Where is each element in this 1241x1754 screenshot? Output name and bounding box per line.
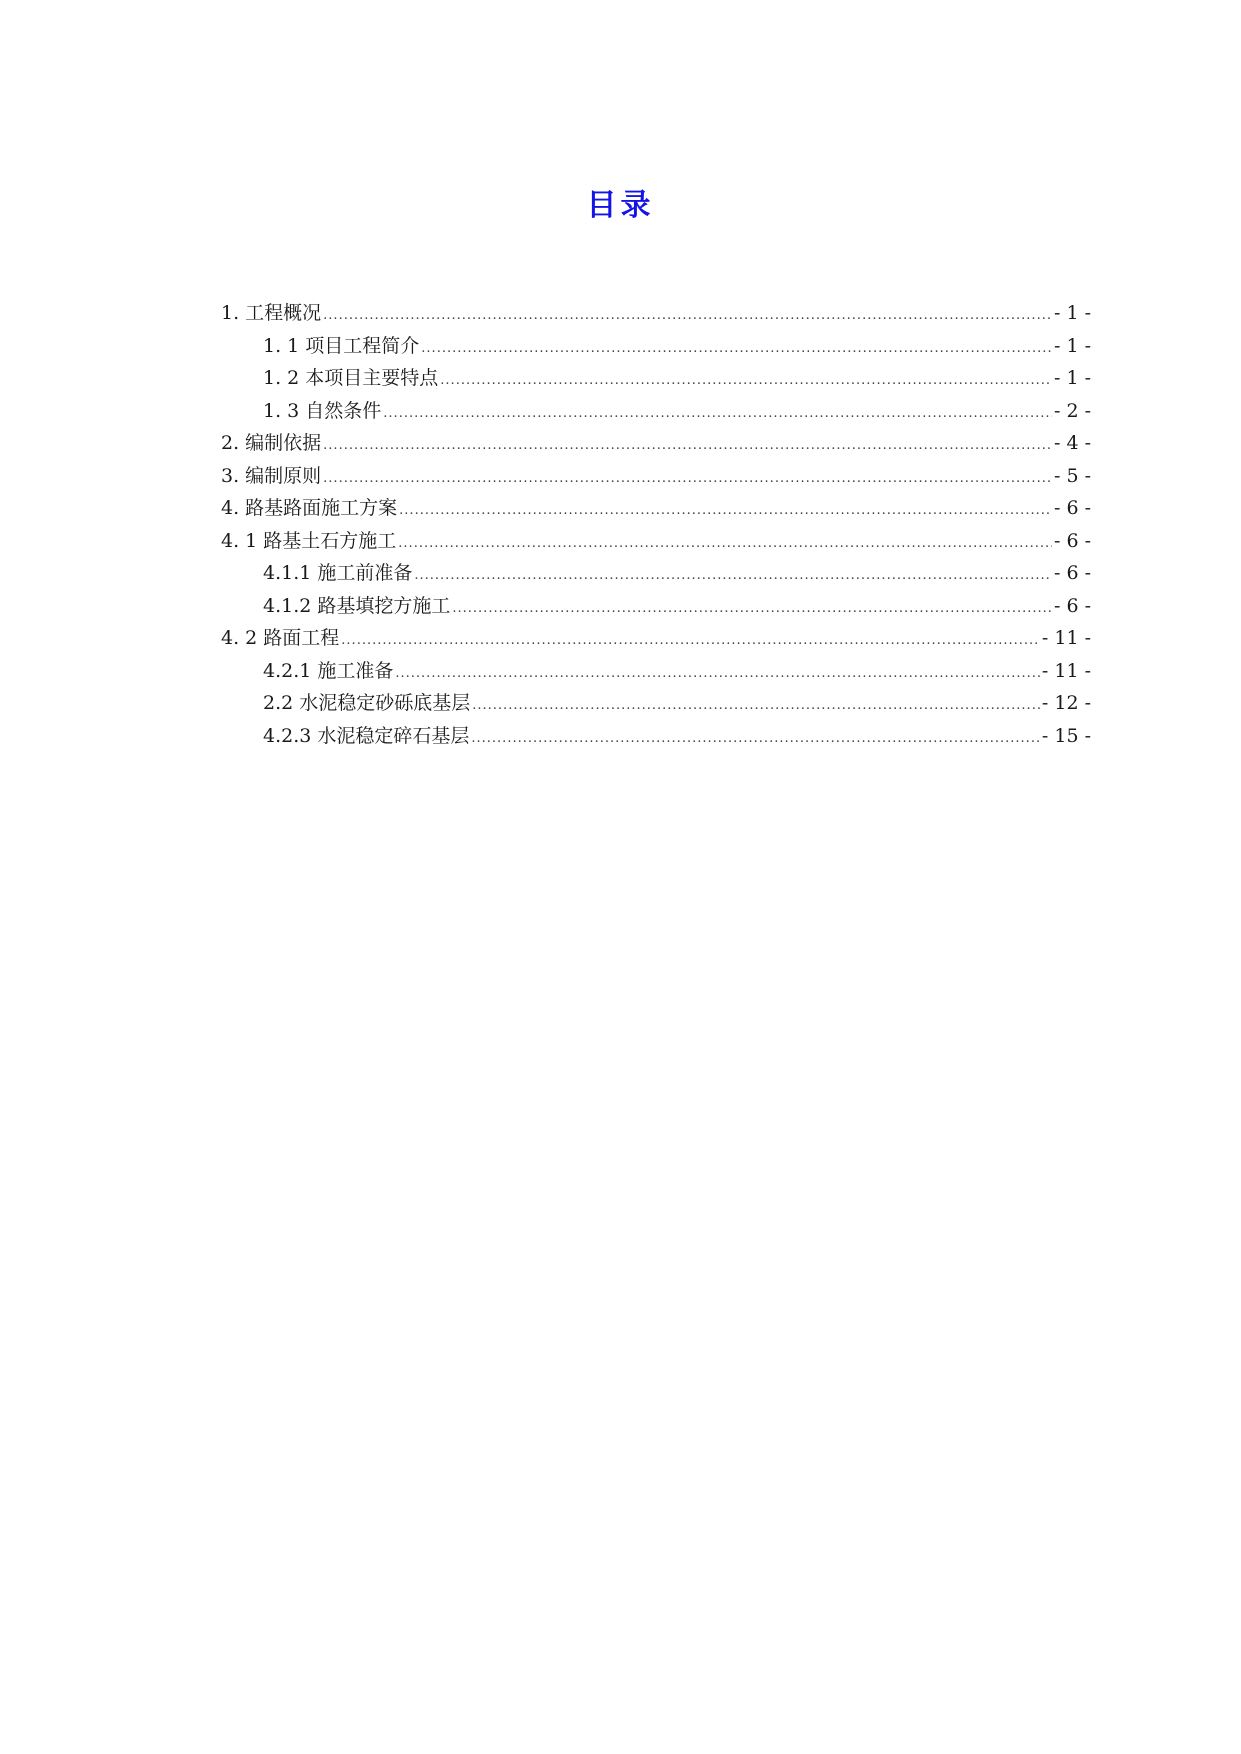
toc-leader-dots <box>472 698 1040 713</box>
toc-leader-dots <box>383 406 1052 421</box>
toc-entry-page: - 15 - <box>1041 724 1091 747</box>
toc-entry[interactable] <box>221 363 1091 396</box>
toc-leader-dots <box>323 308 1052 323</box>
toc-leader-dots <box>452 601 1052 616</box>
table-of-contents <box>221 298 1091 753</box>
toc-leader-dots <box>421 341 1052 356</box>
page-title: 目录 <box>586 188 655 223</box>
toc-entry-label: 1. 工程概况 <box>221 302 322 324</box>
toc-entry[interactable] <box>221 721 1091 754</box>
toc-entry-label: 4.1.2 路基填挖方施工 <box>263 594 451 617</box>
toc-entry[interactable] <box>221 493 1091 526</box>
toc-entry-page: - 1 - <box>1053 367 1091 389</box>
toc-entry-label: 3. 编制原则 <box>221 464 322 487</box>
toc-entry-page: - 6 - <box>1053 529 1091 552</box>
toc-leader-dots <box>471 731 1040 746</box>
toc-entry-label: 4. 2 路面工程 <box>221 627 340 649</box>
toc-entry-label: 4.2.1 施工准备 <box>263 659 394 682</box>
toc-entry-label: 1. 1 项目工程简介 <box>263 334 420 357</box>
toc-entry[interactable] <box>221 396 1091 429</box>
toc-leader-dots <box>414 568 1052 583</box>
toc-entry-page: - 11 - <box>1041 659 1091 682</box>
toc-entry-page: - 12 - <box>1041 692 1091 714</box>
toc-entry-page: - 6 - <box>1053 497 1091 519</box>
toc-leader-dots <box>323 471 1052 486</box>
toc-entry[interactable] <box>221 623 1091 656</box>
toc-leader-dots <box>440 373 1052 388</box>
toc-entry-page: - 6 - <box>1053 594 1091 617</box>
toc-leader-dots <box>341 633 1040 648</box>
toc-entry[interactable] <box>221 331 1091 364</box>
toc-entry-page: - 4 - <box>1053 432 1091 454</box>
toc-entry[interactable] <box>221 526 1091 559</box>
toc-leader-dots <box>398 536 1052 551</box>
toc-entry[interactable] <box>221 428 1091 461</box>
toc-entry-label: 2.2 水泥稳定砂砾底基层 <box>263 692 471 714</box>
toc-entry-page: - 6 - <box>1053 562 1091 584</box>
toc-entry[interactable] <box>221 558 1091 591</box>
toc-entry-page: - 2 - <box>1053 399 1091 422</box>
toc-entry-label: 4.1.1 施工前准备 <box>263 562 413 584</box>
toc-entry[interactable] <box>221 298 1091 331</box>
toc-entry-label: 1. 3 自然条件 <box>263 399 382 422</box>
toc-entry-page: - 1 - <box>1053 302 1091 324</box>
toc-entry-label: 1. 2 本项目主要特点 <box>263 367 439 389</box>
toc-entry[interactable] <box>221 688 1091 721</box>
toc-entry-label: 4.2.3 水泥稳定碎石基层 <box>263 724 470 747</box>
toc-entry[interactable] <box>221 591 1091 624</box>
toc-entry-page: - 11 - <box>1041 627 1091 649</box>
toc-leader-dots <box>399 503 1052 518</box>
toc-entry-label: 4. 1 路基土石方施工 <box>221 529 397 552</box>
toc-leader-dots <box>323 438 1052 453</box>
toc-entry-label: 4. 路基路面施工方案 <box>221 497 398 519</box>
toc-entry-page: - 1 - <box>1053 334 1091 357</box>
toc-entry-label: 2. 编制依据 <box>221 432 322 454</box>
toc-entry[interactable] <box>221 656 1091 689</box>
toc-entry[interactable] <box>221 461 1091 494</box>
toc-entry-page: - 5 - <box>1053 464 1091 487</box>
toc-leader-dots <box>395 666 1040 681</box>
